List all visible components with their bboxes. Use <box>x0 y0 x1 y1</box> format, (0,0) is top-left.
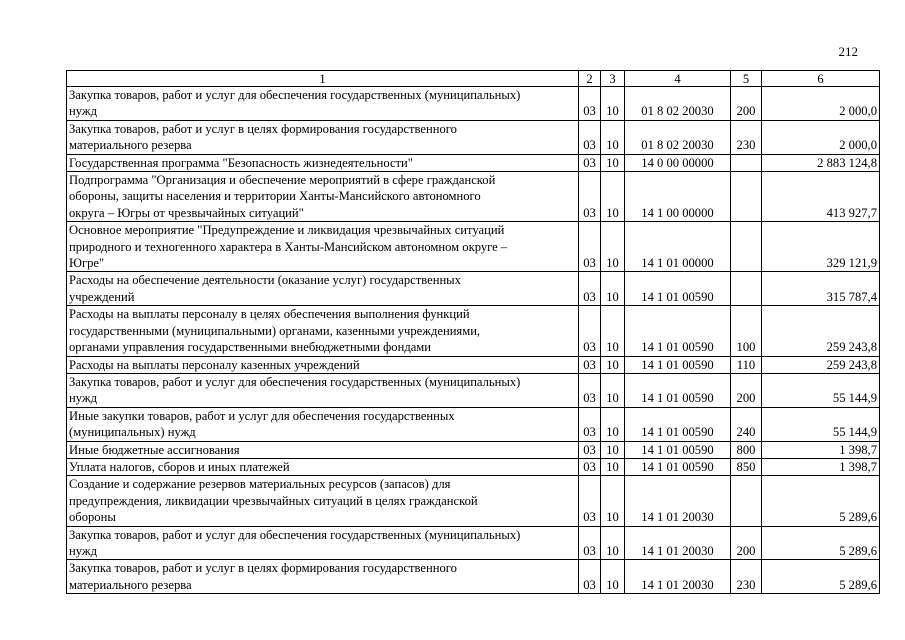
table-row <box>67 120 880 154</box>
item-name-line: Основное мероприятие "Предупреждение и ликвидация чрезвычайных ситуаций <box>69 223 505 238</box>
section-cell: 03 <box>579 120 601 154</box>
amount-cell: 2 000,0 <box>762 120 880 154</box>
table-row <box>67 407 880 441</box>
amount-cell: 55 144,9 <box>762 407 880 441</box>
subsection-cell: 10 <box>601 526 625 560</box>
expense-kind-cell: 200 <box>731 526 762 560</box>
item-name-line: Закупка товаров, работ и услуг в целях формирования государственного <box>69 561 457 576</box>
page-number: 212 <box>838 44 858 59</box>
amount-cell: 5 289,6 <box>762 526 880 560</box>
amount-cell: 5 289,6 <box>762 560 880 594</box>
table-row <box>67 560 880 594</box>
target-code-cell: 14 1 01 00590 <box>625 356 731 373</box>
expense-kind-cell: 230 <box>731 560 762 594</box>
section-cell: 03 <box>579 306 601 356</box>
item-name-cell <box>67 476 579 526</box>
amount-cell: 259 243,8 <box>762 306 880 356</box>
item-name-line: Иные бюджетные ассигнования <box>69 442 240 457</box>
amount-cell: 1 398,7 <box>762 441 880 458</box>
subsection-cell: 10 <box>601 407 625 441</box>
target-code-cell: 14 1 01 00590 <box>625 306 731 356</box>
section-cell: 03 <box>579 476 601 526</box>
header-col-1: 1 <box>67 71 579 87</box>
subsection-cell: 10 <box>601 476 625 526</box>
subsection-cell: 10 <box>601 373 625 407</box>
item-name-line: Расходы на обеспечение деятельности (оказание услуг) государственных <box>69 273 461 288</box>
item-name-line: Иные закупки товаров, работ и услуг для обеспечения государственных <box>69 408 455 423</box>
target-code-cell: 14 1 01 20030 <box>625 476 731 526</box>
item-name-cell <box>67 441 579 458</box>
item-name-line: Закупка товаров, работ и услуг для обеспечения государственных (муниципальных) <box>69 527 521 542</box>
section-cell: 03 <box>579 407 601 441</box>
table-row <box>67 526 880 560</box>
expense-kind-cell <box>731 154 762 171</box>
expense-kind-cell <box>731 272 762 306</box>
target-code-cell: 01 8 02 20030 <box>625 87 731 121</box>
section-cell: 03 <box>579 560 601 594</box>
item-name-line: Закупка товаров, работ и услуг для обеспечения государственных (муниципальных) <box>69 374 521 389</box>
amount-cell: 2 000,0 <box>762 87 880 121</box>
item-name-line: нужд <box>69 543 97 558</box>
item-name-cell <box>67 356 579 373</box>
section-cell: 03 <box>579 458 601 475</box>
item-name-line: природного и техногенного характера в Ханты-Мансийском автономном округе – <box>69 239 508 254</box>
item-name-line: нужд <box>69 391 97 406</box>
item-name-line: предупреждения, ликвидации чрезвычайных ситуаций в целях гражданской <box>69 493 478 508</box>
subsection-cell: 10 <box>601 356 625 373</box>
item-name-line: округа – Югры от чрезвычайных ситуаций" <box>69 205 304 220</box>
subsection-cell: 10 <box>601 87 625 121</box>
item-name-line: Закупка товаров, работ и услуг в целях формирования государственного <box>69 121 457 136</box>
header-col-2: 2 <box>579 71 601 87</box>
section-cell: 03 <box>579 87 601 121</box>
section-cell: 03 <box>579 172 601 222</box>
item-name-line: обороны <box>69 510 116 525</box>
item-name-cell <box>67 172 579 222</box>
item-name-cell <box>67 222 579 272</box>
subsection-cell: 10 <box>601 306 625 356</box>
target-code-cell: 14 1 00 00000 <box>625 172 731 222</box>
item-name-line: обороны, защиты населения и территории Ханты-Мансийского автономного <box>69 189 481 204</box>
header-col-4: 4 <box>625 71 731 87</box>
item-name-cell <box>67 154 579 171</box>
amount-cell: 259 243,8 <box>762 356 880 373</box>
expense-kind-cell: 850 <box>731 458 762 475</box>
item-name-line: Расходы на выплаты персоналу в целях обеспечения выполнения функций <box>69 307 470 322</box>
subsection-cell: 10 <box>601 120 625 154</box>
target-code-cell: 14 1 01 00000 <box>625 222 731 272</box>
table-row <box>67 306 880 356</box>
table-row <box>67 373 880 407</box>
table-row <box>67 222 880 272</box>
section-cell: 03 <box>579 356 601 373</box>
expense-kind-cell: 200 <box>731 87 762 121</box>
section-cell: 03 <box>579 373 601 407</box>
subsection-cell: 10 <box>601 222 625 272</box>
item-name-line: учреждений <box>69 289 135 304</box>
header-col-3: 3 <box>601 71 625 87</box>
item-name-line: Югре" <box>69 256 105 271</box>
item-name-cell <box>67 458 579 475</box>
table-row <box>67 272 880 306</box>
expense-kind-cell: 800 <box>731 441 762 458</box>
item-name-line: государственными (муниципальными) органами, казенными учреждениями, <box>69 323 481 338</box>
target-code-cell: 14 1 01 00590 <box>625 441 731 458</box>
target-code-cell: 01 8 02 20030 <box>625 120 731 154</box>
header-col-5: 5 <box>731 71 762 87</box>
amount-cell: 329 121,9 <box>762 222 880 272</box>
expense-kind-cell <box>731 222 762 272</box>
table-row <box>67 458 880 475</box>
amount-cell: 2 883 124,8 <box>762 154 880 171</box>
target-code-cell: 14 1 01 00590 <box>625 458 731 475</box>
subsection-cell: 10 <box>601 458 625 475</box>
subsection-cell: 10 <box>601 172 625 222</box>
table-row <box>67 87 880 121</box>
item-name-cell <box>67 560 579 594</box>
item-name-line: нужд <box>69 104 97 119</box>
table-row <box>67 476 880 526</box>
subsection-cell: 10 <box>601 272 625 306</box>
item-name-line: Уплата налогов, сборов и иных платежей <box>69 459 290 474</box>
subsection-cell: 10 <box>601 154 625 171</box>
expense-kind-cell: 230 <box>731 120 762 154</box>
item-name-line: Расходы на выплаты персоналу казенных учреждений <box>69 357 360 372</box>
target-code-cell: 14 0 00 00000 <box>625 154 731 171</box>
item-name-line: (муниципальных) нужд <box>69 425 196 440</box>
target-code-cell: 14 1 01 00590 <box>625 272 731 306</box>
item-name-cell <box>67 272 579 306</box>
subsection-cell: 10 <box>601 560 625 594</box>
item-name-line: материального резерва <box>69 577 192 592</box>
item-name-line: Закупка товаров, работ и услуг для обеспечения государственных (муниципальных) <box>69 88 521 102</box>
section-cell: 03 <box>579 526 601 560</box>
expense-kind-cell: 240 <box>731 407 762 441</box>
amount-cell: 5 289,6 <box>762 476 880 526</box>
target-code-cell: 14 1 01 00590 <box>625 407 731 441</box>
expense-kind-cell <box>731 172 762 222</box>
target-code-cell: 14 1 01 00590 <box>625 373 731 407</box>
table-row <box>67 356 880 373</box>
expense-kind-cell <box>731 476 762 526</box>
item-name-line: Создание и содержание резервов материальных ресурсов (запасов) для <box>69 477 451 492</box>
table-row <box>67 172 880 222</box>
amount-cell: 55 144,9 <box>762 373 880 407</box>
item-name-cell <box>67 526 579 560</box>
item-name-cell <box>67 373 579 407</box>
target-code-cell: 14 1 01 20030 <box>625 560 731 594</box>
table-row <box>67 154 880 171</box>
expense-kind-cell: 200 <box>731 373 762 407</box>
item-name-line: Подпрограмма "Организация и обеспечение мероприятий в сфере гражданской <box>69 173 496 188</box>
subsection-cell: 10 <box>601 441 625 458</box>
item-name-cell <box>67 87 579 121</box>
amount-cell: 315 787,4 <box>762 272 880 306</box>
amount-cell: 1 398,7 <box>762 458 880 475</box>
section-cell: 03 <box>579 222 601 272</box>
amount-cell: 413 927,7 <box>762 172 880 222</box>
table-body <box>67 87 880 594</box>
header-col-6: 6 <box>762 71 880 87</box>
table-row <box>67 441 880 458</box>
expense-kind-cell: 110 <box>731 356 762 373</box>
section-cell: 03 <box>579 441 601 458</box>
target-code-cell: 14 1 01 20030 <box>625 526 731 560</box>
item-name-cell <box>67 306 579 356</box>
item-name-line: материального резерва <box>69 138 192 153</box>
header-row <box>67 71 880 87</box>
item-name-line: органами управления государственными внебюджетными фондами <box>69 340 432 355</box>
budget-table <box>66 70 880 594</box>
item-name-cell <box>67 120 579 154</box>
section-cell: 03 <box>579 154 601 171</box>
section-cell: 03 <box>579 272 601 306</box>
item-name-line: Государственная программа "Безопасность жизнедеятельности" <box>69 155 413 170</box>
item-name-cell <box>67 407 579 441</box>
expense-kind-cell: 100 <box>731 306 762 356</box>
